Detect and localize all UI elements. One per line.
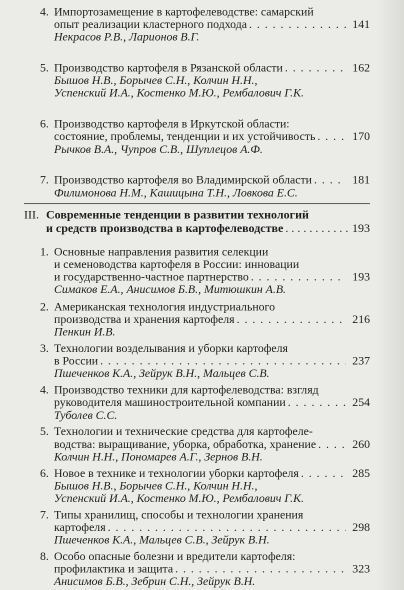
- page-number: 254: [352, 395, 370, 410]
- entry-title-line: в России . . . 237: [54, 355, 370, 368]
- entry-title-line: и государственно-частное партнерство . . . 193: [54, 271, 370, 284]
- entry-title-line: Типы хранилищ, способы и технологии хранения: [54, 507, 304, 522]
- toc-entry: [40, 301, 370, 339]
- dot-leader: [108, 521, 346, 534]
- entry-number: 8.: [40, 549, 49, 563]
- page-number: 170: [352, 129, 370, 144]
- entry-number: 5.: [40, 60, 49, 75]
- entry-authors: Пшеченков К.А., Зейрук В.Н., Мальцев С.В.: [54, 366, 270, 381]
- page-number: 193: [352, 269, 370, 284]
- page-number: 298: [352, 520, 370, 534]
- page-number: 216: [352, 312, 370, 326]
- entry-title-line: Производство картофеля во Владимирской области . . . 181: [54, 174, 370, 187]
- entry-title-line: Новое в технике и технологии уборки картофеля . . . 285: [54, 467, 370, 480]
- section-title-line: Современные тенденции в развитии технологий: [46, 207, 309, 222]
- toc-entry: [40, 467, 370, 505]
- dot-leader: [317, 131, 346, 144]
- toc-entry: [40, 6, 370, 44]
- toc-entry: [40, 384, 370, 422]
- toc-entry: [40, 509, 370, 547]
- entry-title-line: профилактика и защита . . . 323: [54, 563, 370, 576]
- dot-leader: [249, 18, 346, 31]
- entry-authors: Анисимов Б.В., Зебрин С.Н., Зейрук В.Н.: [54, 574, 256, 588]
- section-number: III.: [24, 207, 39, 222]
- entry-authors: Туболев С.С.: [54, 408, 118, 422]
- section-divider: [24, 203, 370, 204]
- entry-title-line: Производство техники для картофелеводства: взгляд: [54, 382, 319, 397]
- entry-title-line: Производство картофеля в Иркутской области:: [54, 117, 290, 131]
- entry-title-line: водства: выращивание, уборка, обработка, хранение . . . 260: [54, 438, 370, 451]
- entry-title-line: Основные направления развития селекции: [54, 244, 269, 259]
- toc-entry: [40, 174, 370, 199]
- entry-title-line: Производство картофеля в Рязанской области . . . 162: [54, 62, 370, 75]
- entry-number: 1.: [40, 244, 49, 259]
- dot-leader: [288, 397, 346, 410]
- page-number: 141: [352, 17, 370, 31]
- entry-title-line: Технологии возделывания и уборки картофеля: [54, 341, 288, 355]
- entry-title-line: состояние, проблемы, тенденции и их устойчивость . . . 170: [54, 131, 370, 144]
- toc-entry: [40, 426, 370, 464]
- entry-authors: Успенский И.А., Костенко М.Ю., Рембалович Г.К.: [54, 491, 304, 505]
- toc-entry: [40, 342, 370, 380]
- dot-leader: [175, 563, 346, 576]
- entry-number: 7.: [40, 173, 49, 187]
- entry-authors: Рычков В.А., Чупров С.В., Шуплецов А.Ф.: [54, 142, 263, 156]
- entry-authors: Симаков Е.А., Анисимов Б.В., Митюшкин А.В.: [54, 282, 286, 296]
- page-number: 323: [352, 561, 370, 576]
- entry-title-line: Особо опасные болезни и вредители картофеля:: [54, 549, 296, 563]
- entry-title-line: опыт реализации кластерного подхода . . . 141: [54, 18, 370, 31]
- entry-authors: Некрасов Р.В., Ларионов В.Г.: [54, 29, 200, 44]
- entry-authors: Бышов Н.В., Борычев С.Н., Колчин Н.Н.,: [54, 73, 258, 88]
- entry-title-line: руководителя машиностроительной компании . . . 254: [54, 397, 370, 410]
- page-number: 162: [352, 60, 370, 75]
- entry-authors: Колчин Н.Н., Пономарев А.Г., Зернов В.Н.: [54, 449, 263, 464]
- toc-entry: [40, 62, 370, 100]
- entry-title-line: картофеля . . . 298: [54, 521, 370, 534]
- entry-title-line: производства и хранения картофеля . . . 216: [54, 313, 370, 326]
- section-title-line: и средств производства в картофелеводстве . . . 193: [46, 222, 370, 235]
- page-number: 181: [352, 173, 370, 187]
- dot-leader: [285, 222, 350, 235]
- page-edge-shadow: [376, 0, 404, 590]
- entry-authors: Успенский И.А., Костенко М.Ю., Рембалович Г.К.: [54, 86, 304, 100]
- entry-number: 6.: [40, 117, 49, 131]
- page-number: 260: [352, 437, 370, 451]
- page-number: 193: [352, 220, 370, 235]
- dot-leader: [251, 271, 346, 284]
- toc-entry: [40, 246, 370, 296]
- page-number: 237: [352, 353, 370, 368]
- entry-title-line: Американская технология индустриального: [54, 299, 275, 314]
- dot-leader: [100, 355, 346, 368]
- entry-authors: Пшеченков К.А., Мальцев С.В., Зейрук В.Н.: [54, 532, 270, 547]
- entry-title-line: Импортозамещение в картофелеводстве: самарский: [54, 4, 314, 19]
- entry-authors: Филимонова Н.М., Кашицына Т.Н., Ловкова Е.С.: [54, 185, 298, 200]
- dot-leader: [314, 174, 346, 187]
- entry-number: 6.: [40, 466, 49, 480]
- dot-leader: [318, 438, 346, 451]
- entry-authors: Бышов Н.В., Борычев С.Н., Колчин Н.Н.,: [54, 478, 258, 493]
- entry-number: 5.: [40, 424, 49, 439]
- dot-leader: [237, 313, 346, 326]
- dot-leader: [301, 467, 346, 480]
- toc-entry: [40, 118, 370, 156]
- entry-number: 7.: [40, 507, 49, 522]
- page-number: 285: [352, 466, 370, 480]
- entry-authors: Пенкин И.В.: [54, 324, 116, 339]
- entry-title-line: Технологии и технические средства для картофеле-: [54, 424, 313, 439]
- toc-entry: [40, 550, 370, 588]
- entry-number: 3.: [40, 341, 49, 355]
- dot-leader: [285, 62, 346, 75]
- section-heading: [24, 209, 370, 235]
- entry-number: 4.: [40, 382, 49, 397]
- entry-number: 4.: [40, 4, 49, 19]
- entry-number: 2.: [40, 299, 49, 314]
- entry-title-line: и семеноводства картофеля в России: инновации: [54, 257, 300, 271]
